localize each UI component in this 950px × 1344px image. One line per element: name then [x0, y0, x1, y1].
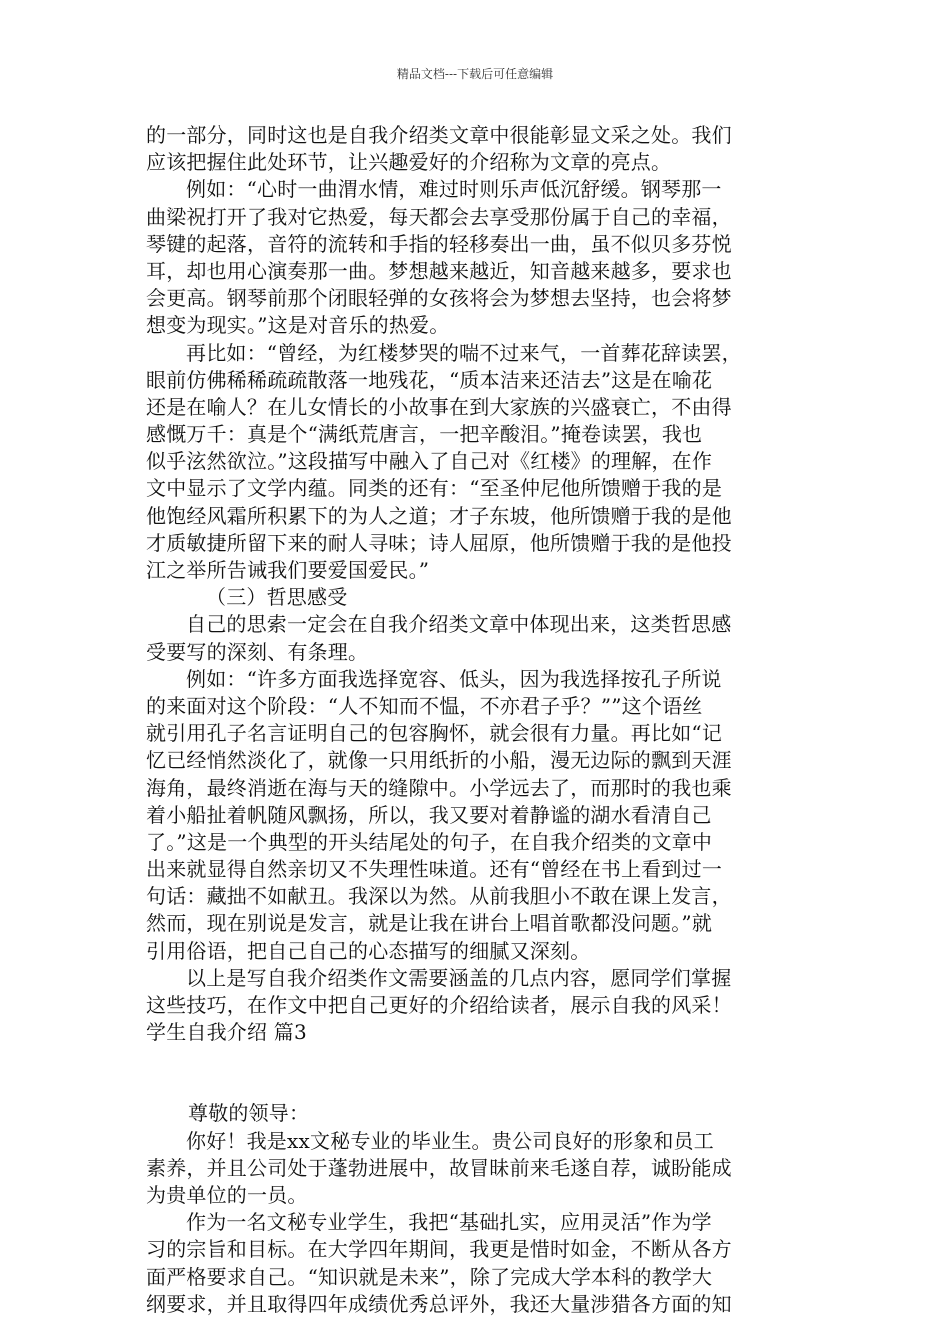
text-line: 的来面对这个阶段：“人不知而不愠，不亦君子乎？””这个语丝 — [146, 693, 703, 718]
text-line: 江之举所告诫我们要爱国爱民。” — [146, 558, 430, 582]
text-line: 着小船扯着帆随风飘扬，所以，我又要对着静谧的湖水看清自己 — [146, 802, 712, 827]
document-body — [146, 122, 810, 1318]
text-line: 海角，最终消逝在海与天的缝隙中。小学远去了，而那时的我也乘 — [146, 775, 732, 800]
text-line: 曲梁祝打开了我对它热爱，每天都会去享受那份属于自己的幸福， — [146, 204, 732, 229]
text-line: （三）哲思感受 — [206, 585, 348, 610]
text-line: 习的宗旨和目标。在大学四年期间，我更是惜时如金，不断从各方 — [146, 1237, 732, 1262]
text-line: 就引用孔子名言证明自己的包容胸怀，就会很有力量。再比如“记 — [146, 721, 723, 746]
text-line: 的一部分，同时这也是自我介绍类文章中很能彰显文采之处。我们 — [146, 123, 732, 147]
text-line: 受要写的深刻、有条理。 — [146, 639, 369, 664]
text-line: 文中显示了文学内蕴。同类的还有：“至圣仲尼他所馈赠于我的是 — [146, 476, 723, 501]
text-line: 以上是写自我介绍类作文需要涵盖的几点内容，愿同学们掌握 — [186, 965, 732, 990]
text-line: 自己的思索一定会在自我介绍类文章中体现出来，这类哲思感 — [186, 612, 732, 637]
text-line: 引用俗语，把自己自己的心态描写的细腻又深刻。 — [146, 938, 591, 963]
text-line: 似乎泫然欲泣。”这段描写中融入了自己对《红楼》的理解，在作 — [146, 449, 713, 474]
text-line: 耳，却也用心演奏那一曲。梦想越来越近，知音越来越多，要求也 — [146, 258, 732, 283]
text-line: 尊敬的领导： — [188, 1101, 310, 1126]
text-line: 再比如：“曾经，为红楼梦哭的喘不过来气，一首葬花辞读罢， — [186, 340, 742, 365]
text-line: 例如：“心时一曲渭水情，难过时则乐声低沉舒缓。钢琴那一 — [186, 177, 722, 202]
text-line: 素养，并且公司处于蓬勃进展中，故冒昧前来毛遂自荐，诚盼能成 — [146, 1155, 732, 1180]
text-line: 然而，现在别说是发言，就是让我在讲台上唱首歌都没问题。”就 — [146, 911, 713, 936]
text-line: 还是在喻人？在儿女情长的小故事在到大家族的兴盛衰亡，不由得 — [146, 394, 732, 419]
text-line: 纲要求，并且取得四年成绩优秀总评外，我还大量涉猎各方面的知 — [146, 1291, 732, 1316]
text-line: 琴键的起落，音符的流转和手指的轻移奏出一曲，虽不似贝多芬悦 — [146, 231, 732, 256]
text-line: 你好！我是xx文秘专业的毕业生。贵公司良好的形象和员工 — [186, 1128, 714, 1153]
text-line: 面严格要求自己。“知识就是未来”，除了完成大学本科的教学大 — [146, 1264, 713, 1289]
text-line: 会更高。钢琴前那个闭眼轻弹的女孩将会为梦想去坚持，也会将梦 — [146, 286, 732, 311]
text-line: 忆已经悄然淡化了，就像一只用纸折的小船，漫无边际的飘到天涯 — [146, 748, 732, 773]
text-line: 学生自我介绍 篇3 — [146, 1020, 307, 1045]
text-line: 他饱经风霜所积累下的为人之道；才子东坡，他所馈赠于我的是他 — [146, 503, 732, 528]
text-line: 作为一名文秘专业学生，我把“基础扎实，应用灵活”作为学 — [186, 1210, 712, 1235]
text-line: 为贵单位的一员。 — [146, 1182, 308, 1207]
text-line: 例如：“许多方面我选择宽容、低头，因为我选择按孔子所说 — [186, 666, 722, 691]
page-header: 精品文档---下载后可任意编辑 — [396, 67, 554, 81]
text-line: 眼前仿佛稀稀疏疏散落一地残花，“质本洁来还洁去”这是在喻花 — [146, 367, 713, 392]
text-line: 这些技巧，在作文中把自己更好的介绍给读者，展示自我的风采！ — [146, 993, 732, 1017]
text-line: 句话：藏拙不如献丑。我深以为然。从前我胆小不敢在课上发言， — [146, 884, 732, 909]
blank-line — [146, 1046, 810, 1100]
text-line: 出来就显得自然亲切又不失理性味道。还有“曾经在书上看到过一 — [146, 857, 723, 882]
text-line: 感慨万千：真是个“满纸荒唐言，一把辛酸泪。”掩卷读罢，我也 — [146, 422, 703, 447]
text-line: 才质敏捷所留下来的耐人寻味；诗人屈原，他所馈赠于我的是他投 — [146, 530, 732, 555]
text-line: 想变为现实。”这是对音乐的热爱。 — [146, 313, 450, 338]
text-line: 应该把握住此处环节，让兴趣爱好的介绍称为文章的亮点。 — [146, 150, 672, 175]
text-line: 了。”这是一个典型的开头结尾处的句子，在自我介绍类的文章中 — [146, 829, 713, 854]
